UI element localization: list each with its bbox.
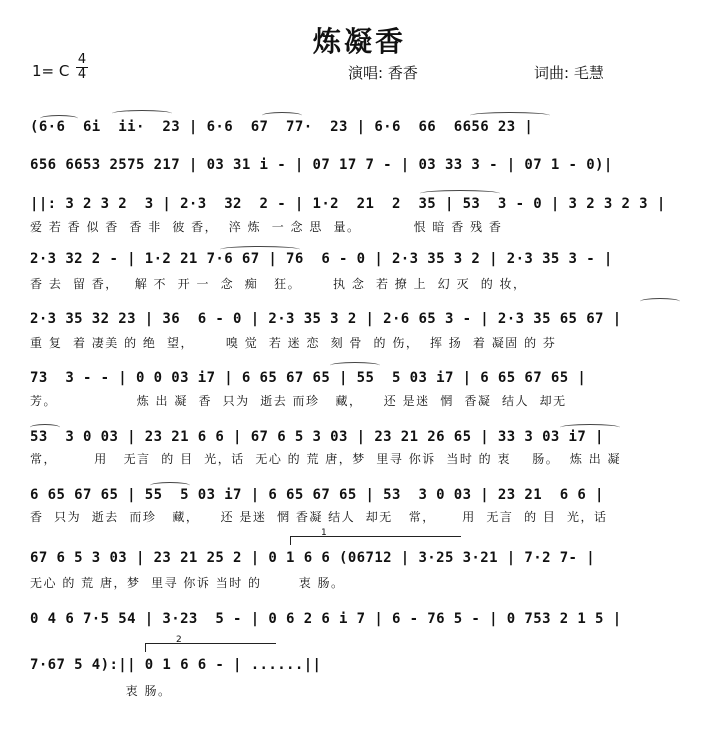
- lyric-line-5: 重 复 着 凄美 的 绝 望， 嗅 觉 若 迷 恋 刻 骨 的 伤， 挥 扬 着 凝固 的 芬: [30, 336, 557, 350]
- slur-mark: [640, 298, 680, 305]
- lyric-line-6: 芳。 炼 出 凝 香 只为 逝去 而珍 藏， 还 是迷 惘 香凝 结人 却无: [30, 394, 567, 408]
- score-line-6: 73 3 - - | 0 0 03 i7 | 6 65 67 65 | 55 5 03 i7 | 6 65 67 65 |: [30, 370, 587, 386]
- score-line-11: 7·67 5 4):|| 0 1 6 6 - | ......||: [30, 657, 322, 673]
- time-signature-top: 4: [77, 52, 87, 67]
- score-line-9: 67 6 5 3 03 | 23 21 25 2 | 0 1 6 6 (06712 | 3·25 3·21 | 7·2 7- |: [30, 550, 596, 566]
- volta-bracket-2: [145, 635, 276, 652]
- slur-mark: [330, 362, 380, 369]
- lyric-line-11: 衷 肠。: [30, 684, 172, 698]
- time-signature-bottom: 4: [77, 67, 87, 82]
- slur-mark: [112, 110, 172, 117]
- lyric-line-4: 香 去 留 香， 解 不 开 一 念 痴 狂。 执 念 若 撩 上 幻 灭 的 妆，: [30, 277, 527, 291]
- lyric-line-9: 无心 的 荒 唐，梦 里寻 你诉 当时 的 衷 肠。: [30, 576, 345, 590]
- score-line-8: 6 65 67 65 | 55 5 03 i7 | 6 65 67 65 | 53 3 0 03 | 23 21 6 6 |: [30, 487, 604, 503]
- performer-credit: 演唱: 香香: [348, 64, 418, 82]
- volta-number-1: 1: [321, 528, 327, 538]
- volta-number-2: 2: [176, 635, 182, 645]
- lyric-line-7: 常， 用 无言 的 目 光，话 无心 的 荒 唐，梦 里寻 你诉 当时 的 衷 肠。 炼 出 凝: [30, 452, 622, 466]
- score-line-10: 0 4 6 7·5 54 | 3·23 5 - | 0 6 2 6 i 7 | 6 - 76 5 - | 0 753 2 1 5 |: [30, 611, 622, 627]
- key-signature: 1= C: [32, 62, 70, 80]
- volta-bracket-1: [290, 528, 461, 545]
- score-line-4: 2·3 32 2 - | 1·2 21 7·6 67 | 76 6 - 0 | 2·3 35 3 2 | 2·3 35 3 - |: [30, 251, 613, 267]
- score-line-5: 2·3 35 32 23 | 36 6 - 0 | 2·3 35 3 2 | 2·6 65 3 - | 2·3 35 65 67 |: [30, 311, 622, 327]
- lyric-line-8: 香 只为 逝去 而珍 藏， 还 是迷 惘 香凝 结人 却无 常， 用 无言 的 目 光，话: [30, 510, 608, 524]
- composer-credit: 词曲: 毛慧: [534, 64, 604, 82]
- score-line-1: (6·6 6i ii· 23 | 6·6 67 77· 23 | 6·6 66 6656 23 |: [30, 119, 534, 135]
- song-title: 炼凝香: [312, 25, 406, 58]
- lyric-line-3: 爱 若 香 似 香 香 非 彼 香， 淬 炼 一 念 思 量。 恨 暗 香 残 香: [30, 220, 503, 234]
- score-line-3: ||: 3 2 3 2 3 | 2·3 32 2 - | 1·2 21 2 35 | 53 3 - 0 | 3 2 3 2 3 |: [30, 196, 666, 212]
- time-signature: [76, 54, 88, 81]
- score-line-7: 53 3 0 03 | 23 21 6 6 | 67 6 5 3 03 | 23 21 26 65 | 33 3 03 i7 |: [30, 429, 604, 445]
- score-line-2: 656 6653 2575 217 | 03 31 i - | 07 17 7 - | 03 33 3 - | 07 1 - 0)|: [30, 157, 613, 173]
